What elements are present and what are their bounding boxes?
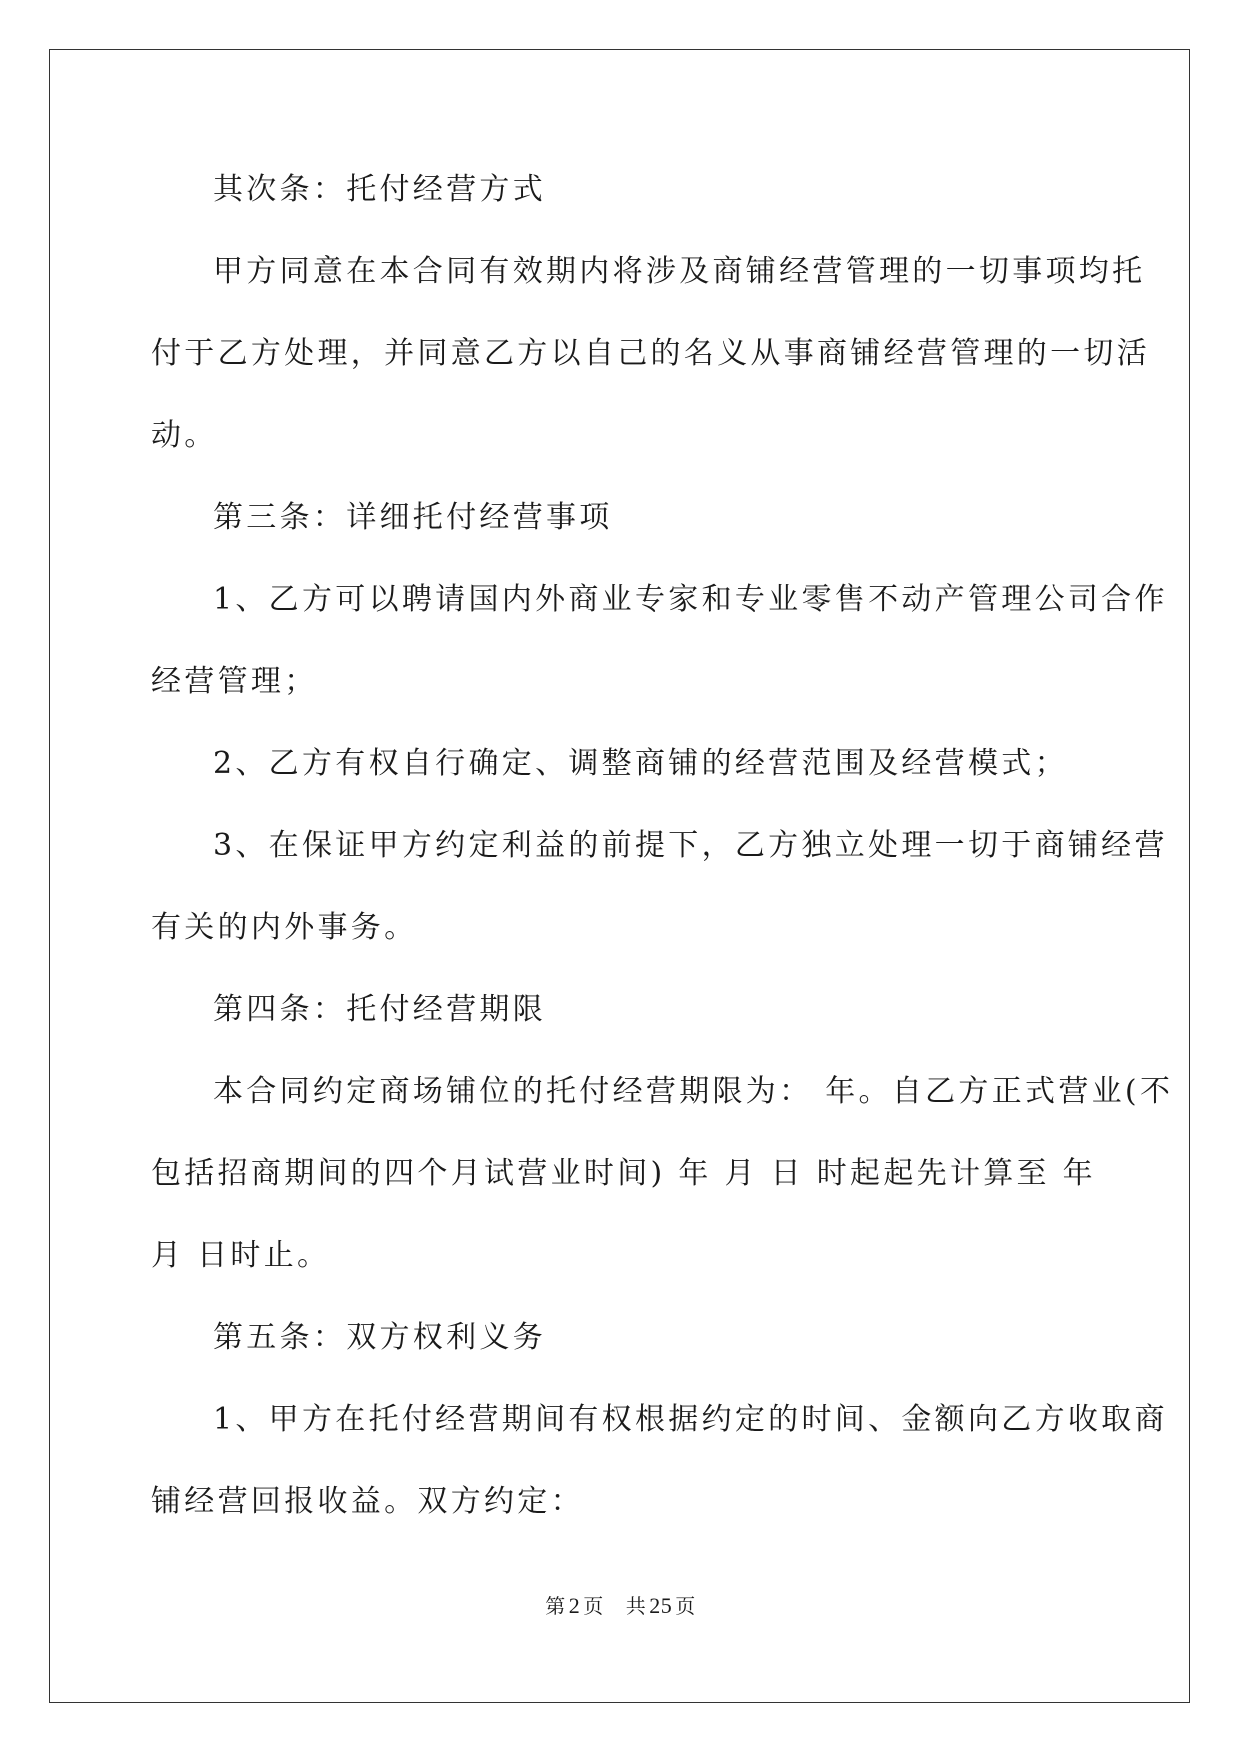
paragraph-line: 包括招商期间的四个月试营业时间) 年 月 日 时起起先计算至 年 bbox=[151, 1156, 1096, 1191]
paragraph-line: 有关的内外事务。 bbox=[151, 910, 418, 945]
paragraph-line: 月 日时止。 bbox=[151, 1238, 331, 1273]
section-heading-5: 第五条：双方权利义务 bbox=[213, 1320, 546, 1355]
section-heading-2: 其次条：托付经营方式 bbox=[213, 172, 546, 207]
section-heading-4: 第四条：托付经营期限 bbox=[213, 992, 546, 1027]
footer-page-suffix: 页 bbox=[583, 1594, 604, 1618]
paragraph-line: 甲方同意在本合同有效期内将涉及商铺经营管理的一切事项均托 bbox=[213, 254, 1146, 289]
paragraph-line: 经营管理； bbox=[151, 664, 318, 699]
paragraph-line: 1、乙方可以聘请国内外商业专家和专业零售不动产管理公司合作 bbox=[213, 582, 1168, 617]
paragraph-line: 付于乙方处理，并同意乙方以自己的名义从事商铺经营管理的一切活 bbox=[151, 336, 1150, 371]
paragraph-line: 2、乙方有权自行确定、调整商铺的经营范围及经营模式； bbox=[213, 746, 1068, 781]
paragraph-line: 铺经营回报收益。双方约定： bbox=[151, 1484, 584, 1519]
paragraph-line: 1、甲方在托付经营期间有权根据约定的时间、金额向乙方收取商 bbox=[213, 1402, 1168, 1437]
page-border bbox=[49, 49, 1190, 1703]
section-heading-3: 第三条：详细托付经营事项 bbox=[213, 500, 613, 535]
footer-page-number: 2 bbox=[568, 1593, 581, 1618]
footer-page-prefix: 第 bbox=[545, 1594, 566, 1618]
footer-total-prefix: 共 bbox=[625, 1594, 647, 1618]
page-footer bbox=[0, 1592, 1241, 1620]
paragraph-line: 本合同约定商场铺位的托付经营期限为： 年。自乙方正式营业(不 bbox=[213, 1074, 1174, 1109]
paragraph-line: 3、在保证甲方约定利益的前提下，乙方独立处理一切于商铺经营 bbox=[213, 828, 1168, 863]
paragraph-line: 动。 bbox=[151, 418, 218, 453]
footer-total-suffix: 页 bbox=[675, 1594, 696, 1618]
footer-total-pages: 25 bbox=[649, 1593, 673, 1618]
